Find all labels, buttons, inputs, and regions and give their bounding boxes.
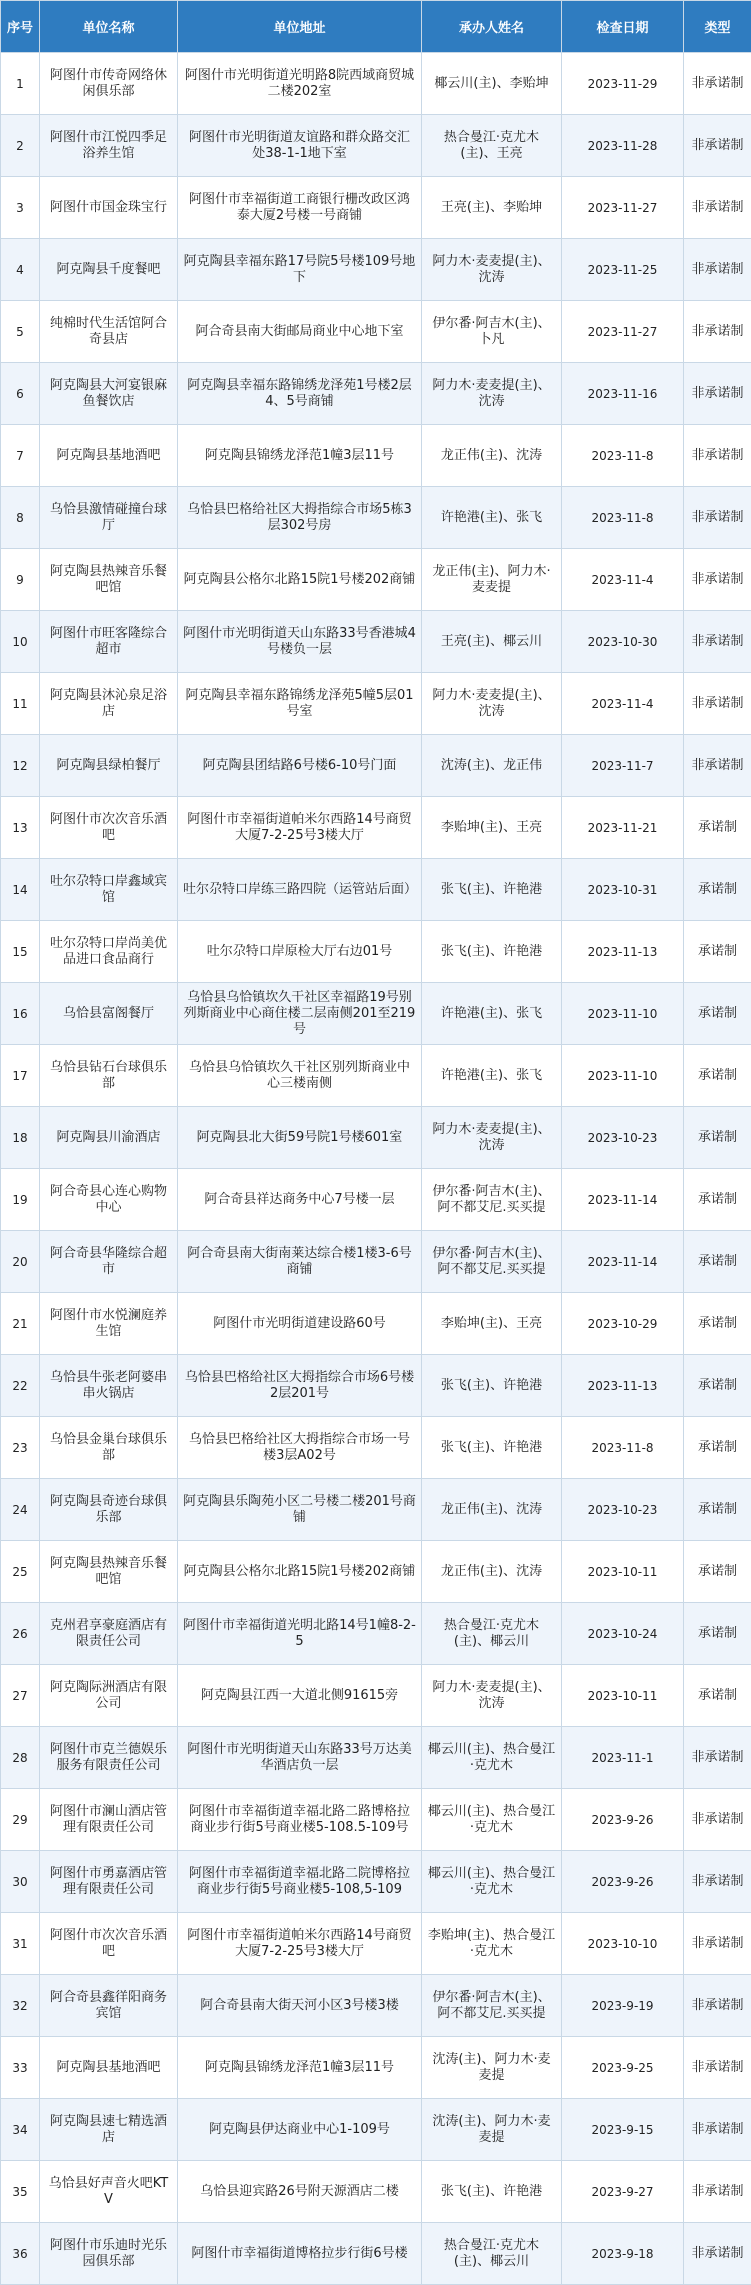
row-unit-address: 阿克陶县幸福东路锦绣龙泽苑5幢5层01号室 [178, 673, 422, 735]
row-unit-address: 阿克陶县伊达商业中心1-109号 [178, 2099, 422, 2161]
row-unit-name: 阿图什市次次音乐酒吧 [40, 1913, 178, 1975]
row-handler-name: 张飞(主)、许艳港 [422, 1355, 562, 1417]
row-seq: 13 [1, 797, 40, 859]
row-unit-address: 阿图什市幸福街道博格拉步行街6号楼 [178, 2223, 422, 2285]
header-unit-name: 单位名称 [40, 1, 178, 53]
row-handler-name: 龙正伟(主)、阿力木·麦麦提 [422, 549, 562, 611]
row-handler-name: 李贻坤(主)、王亮 [422, 797, 562, 859]
table-row [1, 115, 751, 177]
row-inspection-date: 2023-11-27 [562, 177, 684, 239]
table-row [1, 1727, 751, 1789]
row-unit-address: 阿克陶县北大街59号院1号楼601室 [178, 1107, 422, 1169]
row-type: 非承诺制 [684, 301, 751, 363]
row-unit-name: 乌恰县激情碰撞台球厅 [40, 487, 178, 549]
row-unit-name: 阿图什市水悦澜庭养生馆 [40, 1293, 178, 1355]
row-handler-name: 张飞(主)、许艳港 [422, 2161, 562, 2223]
row-seq: 19 [1, 1169, 40, 1231]
table-row [1, 1851, 751, 1913]
row-handler-name: 龙正伟(主)、沈涛 [422, 425, 562, 487]
row-handler-name: 龙正伟(主)、沈涛 [422, 1479, 562, 1541]
row-inspection-date: 2023-11-21 [562, 797, 684, 859]
row-seq: 4 [1, 239, 40, 301]
row-handler-name: 许艳港(主)、张飞 [422, 1045, 562, 1107]
table-row [1, 549, 751, 611]
row-seq: 5 [1, 301, 40, 363]
table-row [1, 983, 751, 1045]
table-row [1, 1169, 751, 1231]
row-unit-address: 阿克陶县团结路6号楼6-10号门面 [178, 735, 422, 797]
row-inspection-date: 2023-9-26 [562, 1851, 684, 1913]
row-inspection-date: 2023-10-11 [562, 1541, 684, 1603]
row-unit-name: 乌恰县好声音火吧KTV [40, 2161, 178, 2223]
row-unit-address: 阿克陶县幸福东路17号院5号楼109号地下 [178, 239, 422, 301]
row-unit-name: 阿克陶县绿柏餐厅 [40, 735, 178, 797]
row-inspection-date: 2023-11-8 [562, 425, 684, 487]
row-seq: 15 [1, 921, 40, 983]
row-seq: 26 [1, 1603, 40, 1665]
row-seq: 30 [1, 1851, 40, 1913]
row-unit-address: 阿图什市光明街道建设路60号 [178, 1293, 422, 1355]
row-unit-name: 阿克陶县热辣音乐餐吧馆 [40, 1541, 178, 1603]
row-seq: 22 [1, 1355, 40, 1417]
row-handler-name: 沈涛(主)、阿力木·麦麦提 [422, 2037, 562, 2099]
row-handler-name: 伊尔番·阿吉木(主)、阿不都艾尼.买买提 [422, 1975, 562, 2037]
row-unit-name: 乌恰县金巢台球俱乐部 [40, 1417, 178, 1479]
row-unit-name: 阿图什市传奇网络休闲俱乐部 [40, 53, 178, 115]
row-unit-address: 阿克陶县乐陶苑小区二号楼二楼201号商铺 [178, 1479, 422, 1541]
row-seq: 6 [1, 363, 40, 425]
table-row [1, 1913, 751, 1975]
row-type: 非承诺制 [684, 1851, 751, 1913]
row-unit-address: 阿克陶县公格尔北路15院1号楼202商铺 [178, 549, 422, 611]
row-type: 非承诺制 [684, 735, 751, 797]
row-type: 承诺制 [684, 1541, 751, 1603]
table-row [1, 1603, 751, 1665]
row-unit-name: 乌恰县牛张老阿婆串串火锅店 [40, 1355, 178, 1417]
row-type: 非承诺制 [684, 487, 751, 549]
row-unit-address: 阿图什市光明街道光明路8院西域商贸城二楼202室 [178, 53, 422, 115]
table-row [1, 735, 751, 797]
table-row [1, 1665, 751, 1727]
row-seq: 1 [1, 53, 40, 115]
row-handler-name: 许艳港(主)、张飞 [422, 983, 562, 1045]
row-inspection-date: 2023-11-4 [562, 549, 684, 611]
row-unit-address: 吐尔尕特口岸练三路四院（运管站后面） [178, 859, 422, 921]
row-type: 承诺制 [684, 983, 751, 1045]
row-inspection-date: 2023-11-29 [562, 53, 684, 115]
row-inspection-date: 2023-11-1 [562, 1727, 684, 1789]
row-unit-name: 阿克陶县大河宴银麻鱼餐饮店 [40, 363, 178, 425]
row-unit-address: 阿图什市幸福街道工商银行栅改政区鸿泰大厦2号楼一号商铺 [178, 177, 422, 239]
row-unit-name: 吐尔尕特口岸尚美优品进口食品商行 [40, 921, 178, 983]
row-unit-name: 乌恰县钻石台球俱乐部 [40, 1045, 178, 1107]
row-seq: 21 [1, 1293, 40, 1355]
table-row [1, 859, 751, 921]
row-inspection-date: 2023-10-31 [562, 859, 684, 921]
row-handler-name: 椰云川(主)、李贻坤 [422, 53, 562, 115]
row-unit-address: 阿图什市幸福街道幸福北路二院博格拉商业步行街5号商业楼5-108,5-109 [178, 1851, 422, 1913]
row-type: 非承诺制 [684, 549, 751, 611]
row-type: 承诺制 [684, 1107, 751, 1169]
row-seq: 16 [1, 983, 40, 1045]
row-type: 非承诺制 [684, 2099, 751, 2161]
table-row [1, 487, 751, 549]
row-seq: 33 [1, 2037, 40, 2099]
row-unit-name: 阿合奇县鑫徉阳商务宾馆 [40, 1975, 178, 2037]
row-handler-name: 椰云川(主)、热合曼江·克尤木 [422, 1851, 562, 1913]
row-handler-name: 阿力木·麦麦提(主)、沈涛 [422, 1665, 562, 1727]
row-type: 非承诺制 [684, 1975, 751, 2037]
row-inspection-date: 2023-10-11 [562, 1665, 684, 1727]
row-unit-address: 阿克陶县锦绣龙泽范1幢3层11号 [178, 2037, 422, 2099]
row-type: 非承诺制 [684, 115, 751, 177]
header-seq: 序号 [1, 1, 40, 53]
row-unit-name: 阿图什市克兰德娱乐服务有限责任公司 [40, 1727, 178, 1789]
table-row [1, 797, 751, 859]
row-unit-name: 阿克陶县基地酒吧 [40, 425, 178, 487]
row-type: 承诺制 [684, 921, 751, 983]
table-row [1, 2161, 751, 2223]
row-inspection-date: 2023-10-29 [562, 1293, 684, 1355]
table-row [1, 177, 751, 239]
row-inspection-date: 2023-11-28 [562, 115, 684, 177]
row-handler-name: 椰云川(主)、热合曼江·克尤木 [422, 1789, 562, 1851]
row-unit-address: 阿克陶县锦绣龙泽范1幢3层11号 [178, 425, 422, 487]
row-unit-address: 阿合奇县祥达商务中心7号楼一层 [178, 1169, 422, 1231]
row-inspection-date: 2023-10-23 [562, 1479, 684, 1541]
row-unit-name: 阿克陶县基地酒吧 [40, 2037, 178, 2099]
table-row [1, 611, 751, 673]
table-row [1, 1231, 751, 1293]
row-inspection-date: 2023-9-19 [562, 1975, 684, 2037]
row-unit-name: 阿图什市澜山酒店管理有限责任公司 [40, 1789, 178, 1851]
row-unit-address: 阿图什市幸福街道帕米尔西路14号商贸大厦7-2-25号3楼大厅 [178, 797, 422, 859]
table-row [1, 425, 751, 487]
row-seq: 27 [1, 1665, 40, 1727]
row-unit-address: 阿克陶县公格尔北路15院1号楼202商铺 [178, 1541, 422, 1603]
row-unit-address: 乌恰县巴格给社区大拇指综合市场5栋3层302号房 [178, 487, 422, 549]
row-unit-name: 阿克陶县奇迹台球俱乐部 [40, 1479, 178, 1541]
row-type: 承诺制 [684, 797, 751, 859]
row-seq: 18 [1, 1107, 40, 1169]
row-type: 非承诺制 [684, 425, 751, 487]
row-unit-address: 阿合奇县南大街南莱达综合楼1楼3-6号商铺 [178, 1231, 422, 1293]
row-handler-name: 许艳港(主)、张飞 [422, 487, 562, 549]
table-row [1, 1417, 751, 1479]
row-type: 承诺制 [684, 1293, 751, 1355]
row-type: 非承诺制 [684, 611, 751, 673]
row-seq: 10 [1, 611, 40, 673]
row-handler-name: 伊尔番·阿吉木(主)、阿不都艾尼.买买提 [422, 1169, 562, 1231]
row-type: 承诺制 [684, 1169, 751, 1231]
row-seq: 28 [1, 1727, 40, 1789]
row-unit-address: 阿克陶县江西一大道北侧91615旁 [178, 1665, 422, 1727]
row-unit-name: 阿克陶县沐沁泉足浴店 [40, 673, 178, 735]
row-handler-name: 龙正伟(主)、沈涛 [422, 1541, 562, 1603]
row-handler-name: 阿力木·麦麦提(主)、沈涛 [422, 1107, 562, 1169]
row-unit-address: 阿图什市光明街道天山东路33号香港城4号楼负一层 [178, 611, 422, 673]
row-unit-name: 阿克陶际洲酒店有限公司 [40, 1665, 178, 1727]
row-seq: 12 [1, 735, 40, 797]
row-type: 非承诺制 [684, 363, 751, 425]
row-inspection-date: 2023-9-26 [562, 1789, 684, 1851]
row-type: 非承诺制 [684, 239, 751, 301]
row-unit-name: 乌恰县富阁餐厅 [40, 983, 178, 1045]
row-seq: 24 [1, 1479, 40, 1541]
row-seq: 25 [1, 1541, 40, 1603]
row-unit-name: 阿克陶县千度餐吧 [40, 239, 178, 301]
row-unit-name: 纯棉时代生活馆阿合奇县店 [40, 301, 178, 363]
row-unit-name: 阿克陶县热辣音乐餐吧馆 [40, 549, 178, 611]
row-unit-address: 吐尔尕特口岸原检大厅右边01号 [178, 921, 422, 983]
row-inspection-date: 2023-11-13 [562, 921, 684, 983]
row-handler-name: 沈涛(主)、阿力木·麦麦提 [422, 2099, 562, 2161]
row-seq: 9 [1, 549, 40, 611]
row-handler-name: 张飞(主)、许艳港 [422, 921, 562, 983]
header-row [1, 1, 751, 53]
row-type: 承诺制 [684, 1479, 751, 1541]
row-handler-name: 李贻坤(主)、热合曼江·克尤木 [422, 1913, 562, 1975]
row-handler-name: 王亮(主)、椰云川 [422, 611, 562, 673]
row-inspection-date: 2023-9-15 [562, 2099, 684, 2161]
row-seq: 20 [1, 1231, 40, 1293]
row-unit-address: 乌恰县迎宾路26号附天源酒店二楼 [178, 2161, 422, 2223]
row-seq: 31 [1, 1913, 40, 1975]
row-type: 非承诺制 [684, 2037, 751, 2099]
header-inspection-date: 检查日期 [562, 1, 684, 53]
row-inspection-date: 2023-11-4 [562, 673, 684, 735]
row-type: 承诺制 [684, 1355, 751, 1417]
table-row [1, 1107, 751, 1169]
row-type: 非承诺制 [684, 177, 751, 239]
table-row [1, 1975, 751, 2037]
row-seq: 3 [1, 177, 40, 239]
row-unit-address: 乌恰县乌恰镇坎久干社区幸福路19号别列斯商业中心商住楼二层南侧201至219号 [178, 983, 422, 1045]
table-row [1, 1479, 751, 1541]
row-inspection-date: 2023-11-14 [562, 1231, 684, 1293]
row-inspection-date: 2023-11-7 [562, 735, 684, 797]
table-row [1, 1045, 751, 1107]
row-handler-name: 李贻坤(主)、王亮 [422, 1293, 562, 1355]
row-inspection-date: 2023-9-25 [562, 2037, 684, 2099]
row-type: 承诺制 [684, 1665, 751, 1727]
row-handler-name: 热合曼江·克尤木(主)、椰云川 [422, 2223, 562, 2285]
table-row [1, 2223, 751, 2285]
row-handler-name: 热合曼江·克尤木(主)、王亮 [422, 115, 562, 177]
row-inspection-date: 2023-11-8 [562, 487, 684, 549]
row-type: 承诺制 [684, 1231, 751, 1293]
row-inspection-date: 2023-11-27 [562, 301, 684, 363]
row-seq: 14 [1, 859, 40, 921]
row-unit-name: 阿克陶县川渝酒店 [40, 1107, 178, 1169]
header-type: 类型 [684, 1, 751, 53]
row-unit-name: 阿图什市江悦四季足浴养生馆 [40, 115, 178, 177]
row-type: 非承诺制 [684, 2161, 751, 2223]
table-row [1, 301, 751, 363]
table-row [1, 1541, 751, 1603]
row-unit-address: 阿图什市幸福街道帕米尔西路14号商贸大厦7-2-25号3楼大厅 [178, 1913, 422, 1975]
row-type: 承诺制 [684, 1603, 751, 1665]
row-inspection-date: 2023-10-23 [562, 1107, 684, 1169]
row-unit-address: 阿图什市幸福街道幸福北路二路博格拉商业步行街5号商业楼5-108.5-109号 [178, 1789, 422, 1851]
row-type: 非承诺制 [684, 1913, 751, 1975]
row-unit-name: 阿克陶县速七精选酒店 [40, 2099, 178, 2161]
row-handler-name: 热合曼江·克尤木(主)、椰云川 [422, 1603, 562, 1665]
row-unit-name: 克州君享豪庭酒店有限责任公司 [40, 1603, 178, 1665]
table-row [1, 53, 751, 115]
row-handler-name: 阿力木·麦麦提(主)、沈涛 [422, 239, 562, 301]
row-type: 非承诺制 [684, 2223, 751, 2285]
row-inspection-date: 2023-11-16 [562, 363, 684, 425]
row-handler-name: 伊尔番·阿吉木(主)、卜凡 [422, 301, 562, 363]
row-handler-name: 王亮(主)、李贻坤 [422, 177, 562, 239]
row-inspection-date: 2023-11-8 [562, 1417, 684, 1479]
row-type: 非承诺制 [684, 53, 751, 115]
row-inspection-date: 2023-10-10 [562, 1913, 684, 1975]
row-unit-address: 阿图什市光明街道友谊路和群众路交汇处38-1-1地下室 [178, 115, 422, 177]
row-inspection-date: 2023-11-25 [562, 239, 684, 301]
table-row [1, 673, 751, 735]
row-inspection-date: 2023-9-18 [562, 2223, 684, 2285]
row-inspection-date: 2023-9-27 [562, 2161, 684, 2223]
row-unit-address: 阿图什市幸福街道光明北路14号1幢8-2-5 [178, 1603, 422, 1665]
table-row [1, 1789, 751, 1851]
row-type: 承诺制 [684, 859, 751, 921]
row-unit-address: 阿图什市光明街道天山东路33号万达美华酒店负一层 [178, 1727, 422, 1789]
row-inspection-date: 2023-11-10 [562, 983, 684, 1045]
row-inspection-date: 2023-11-10 [562, 1045, 684, 1107]
row-type: 非承诺制 [684, 1727, 751, 1789]
row-inspection-date: 2023-10-30 [562, 611, 684, 673]
row-handler-name: 张飞(主)、许艳港 [422, 859, 562, 921]
row-handler-name: 阿力木·麦麦提(主)、沈涛 [422, 363, 562, 425]
table-row [1, 1355, 751, 1417]
row-unit-name: 阿图什市次次音乐酒吧 [40, 797, 178, 859]
table-row [1, 921, 751, 983]
row-unit-address: 乌恰县巴格给社区大拇指综合市场一号楼3层A02号 [178, 1417, 422, 1479]
row-unit-name: 吐尔尕特口岸鑫域宾馆 [40, 859, 178, 921]
row-handler-name: 张飞(主)、许艳港 [422, 1417, 562, 1479]
row-seq: 8 [1, 487, 40, 549]
table-row [1, 363, 751, 425]
row-seq: 2 [1, 115, 40, 177]
row-type: 非承诺制 [684, 673, 751, 735]
table-row [1, 2099, 751, 2161]
table-row [1, 239, 751, 301]
row-seq: 32 [1, 1975, 40, 2037]
row-seq: 36 [1, 2223, 40, 2285]
row-unit-name: 阿图什市旺客隆综合超市 [40, 611, 178, 673]
row-unit-name: 阿合奇县华隆综合超市 [40, 1231, 178, 1293]
row-inspection-date: 2023-11-14 [562, 1169, 684, 1231]
row-unit-address: 阿克陶县幸福东路锦绣龙泽苑1号楼2层4、5号商铺 [178, 363, 422, 425]
row-seq: 34 [1, 2099, 40, 2161]
row-type: 非承诺制 [684, 1789, 751, 1851]
row-unit-address: 乌恰县巴格给社区大拇指综合市场6号楼2层201号 [178, 1355, 422, 1417]
header-handler-name: 承办人姓名 [422, 1, 562, 53]
row-seq: 29 [1, 1789, 40, 1851]
row-handler-name: 椰云川(主)、热合曼江·克尤木 [422, 1727, 562, 1789]
row-inspection-date: 2023-10-24 [562, 1603, 684, 1665]
row-seq: 17 [1, 1045, 40, 1107]
table-row [1, 1293, 751, 1355]
row-unit-name: 阿合奇县心连心购物中心 [40, 1169, 178, 1231]
header-unit-address: 单位地址 [178, 1, 422, 53]
table-row [1, 2037, 751, 2099]
row-seq: 23 [1, 1417, 40, 1479]
row-seq: 7 [1, 425, 40, 487]
row-handler-name: 伊尔番·阿吉木(主)、阿不都艾尼.买买提 [422, 1231, 562, 1293]
row-unit-name: 阿图什市乐迪时光乐园俱乐部 [40, 2223, 178, 2285]
row-unit-address: 阿合奇县南大街天河小区3号楼3楼 [178, 1975, 422, 2037]
row-type: 承诺制 [684, 1417, 751, 1479]
row-seq: 35 [1, 2161, 40, 2223]
row-inspection-date: 2023-11-13 [562, 1355, 684, 1417]
row-handler-name: 沈涛(主)、龙正伟 [422, 735, 562, 797]
row-type: 承诺制 [684, 1045, 751, 1107]
row-handler-name: 阿力木·麦麦提(主)、沈涛 [422, 673, 562, 735]
row-unit-address: 阿合奇县南大街邮局商业中心地下室 [178, 301, 422, 363]
row-unit-name: 阿图什市勇嘉酒店管理有限责任公司 [40, 1851, 178, 1913]
row-seq: 11 [1, 673, 40, 735]
row-unit-name: 阿图什市国金珠宝行 [40, 177, 178, 239]
row-unit-address: 乌恰县乌恰镇坎久干社区别列斯商业中心三楼南侧 [178, 1045, 422, 1107]
